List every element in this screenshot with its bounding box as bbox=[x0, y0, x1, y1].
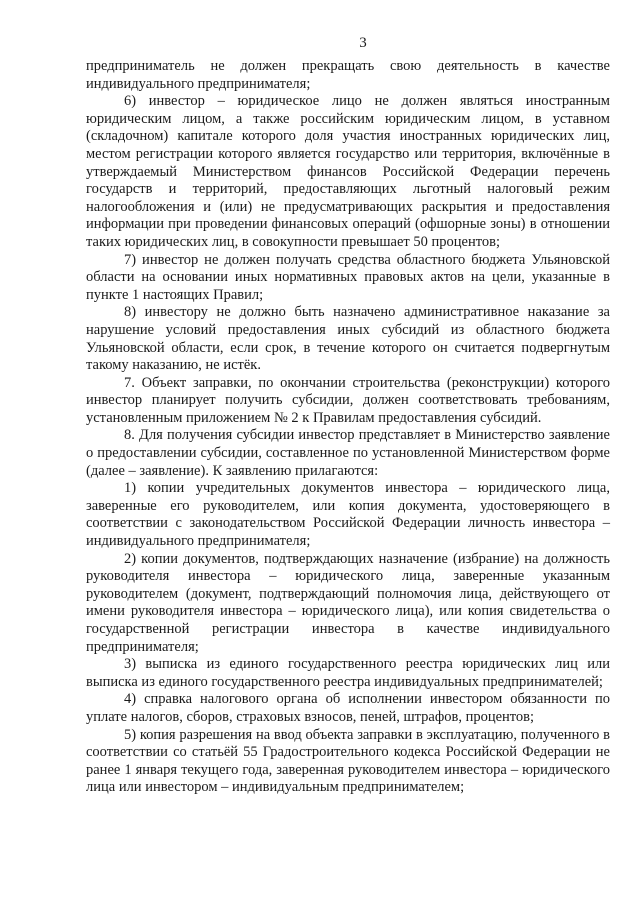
paragraph-attachment-5: 5) копия разрешения на ввод объекта заправки в эксплуатацию, полученного в соответствии со статьёй 55 Градостроительного кодекса Российской Федерации не ранее 1 января текущего года, заверенная руководителем инвестора – юридического лица или инвестором – индивидуальным предпринимателем; bbox=[86, 726, 610, 796]
paragraph-item-6: 6) инвестор – юридическое лицо не должен являться иностранным юридическим лицом, а также российским юридическим лицом, в уставном (складочном) капитале которого доля участия иностранных юридических лиц, местом регистрации которого является государство или территория, включённые в утверждаемый Министерством финансов Российской Федерации перечень государств и территорий, предоставляющих льготный налоговый режим налогообложения и (или) не предусматривающих раскрытия и предоставления информации при проведении финансовых операций (офшорные зоны) в отношении таких юридических лиц, в совокупности превышает 50 процентов; bbox=[86, 93, 610, 250]
page-number: 3 bbox=[359, 35, 367, 51]
paragraph-continuation: предприниматель не должен прекращать свою деятельность в качестве индивидуального предпринимателя; bbox=[86, 58, 610, 92]
paragraph-attachment-2: 2) копии документов, подтверждающих назначение (избрание) на должность руководителя инвестора – юридического лица, заверенные указанным руководителем (документ, подтверждающий полномочия лица, действующего от имени руководителя инвестора – юридического лица), или копия свидетельства о государственной регистрации инвестора в качестве индивидуального предпринимателя; bbox=[86, 550, 610, 655]
document-body bbox=[86, 58, 610, 797]
paragraph-item-7: 7) инвестор не должен получать средства областного бюджета Ульяновской области на основании иных нормативных правовых актов на цели, указанные в пункте 1 настоящих Правил; bbox=[86, 251, 610, 303]
paragraph-section-7: 7. Объект заправки, по окончании строительства (реконструкции) которого инвестор планирует получить субсидии, должен соответствовать требованиям, установленным приложением № 2 к Правилам предоставления субсидий. bbox=[86, 374, 610, 426]
paragraph-attachment-3: 3) выписка из единого государственного реестра юридических лиц или выписка из единого государственного реестра индивидуальных предпринимателей; bbox=[86, 656, 610, 690]
paragraph-item-8: 8) инвестору не должно быть назначено административное наказание за нарушение условий предоставления иных субсидий из областного бюджета Ульяновской области, если срок, в течение которого он считается подвергнутым такому наказанию, не истёк. bbox=[86, 304, 610, 374]
paragraph-section-8: 8. Для получения субсидии инвестор представляет в Министерство заявление о предоставлении субсидии, составленное по установленной Министерством форме (далее – заявление). К заявлению прилагаются: bbox=[86, 427, 610, 479]
paragraph-attachment-4: 4) справка налогового органа об исполнении инвестором обязанности по уплате налогов, сборов, страховых взносов, пеней, штрафов, процентов; bbox=[86, 691, 610, 725]
paragraph-attachment-1: 1) копии учредительных документов инвестора – юридического лица, заверенные его руководителем, или копия документа, удостоверяющего в соответствии с законодательством Российской Федерации личность инвестора – индивидуального предпринимателя; bbox=[86, 480, 610, 550]
